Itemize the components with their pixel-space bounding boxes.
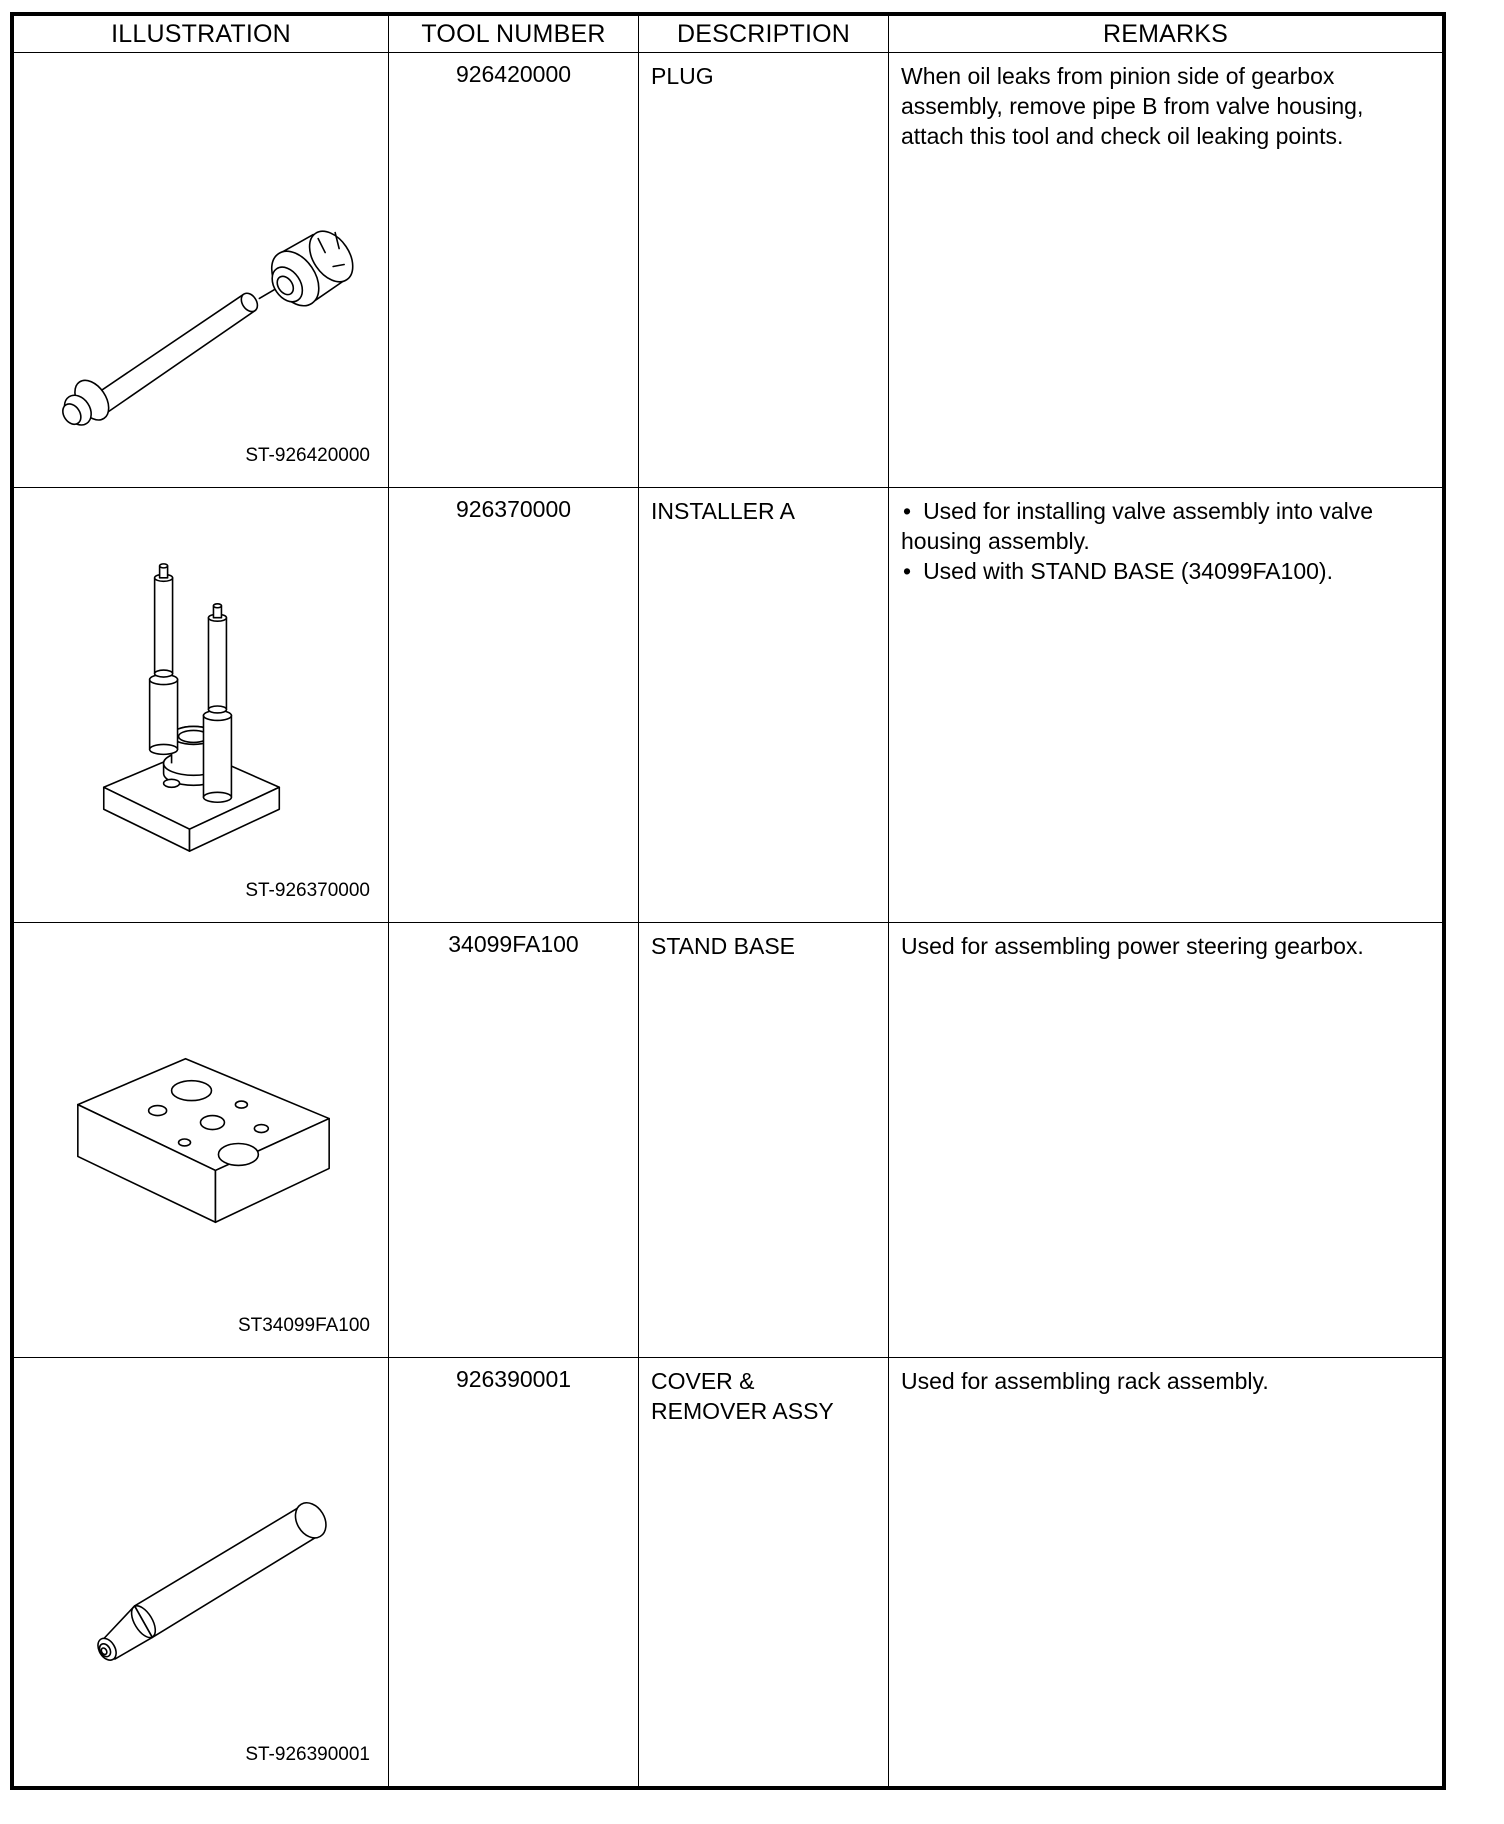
cover-remover-illustration <box>14 1358 388 1786</box>
remarks-cell <box>889 53 1443 488</box>
installer-tool-illustration <box>14 488 388 922</box>
description-cell: PLUG <box>639 53 889 488</box>
illustration-cell <box>14 1358 389 1787</box>
header-tool-number: TOOL NUMBER <box>389 16 639 53</box>
remarks-cell <box>889 488 1443 923</box>
illustration-caption: ST-926370000 <box>245 880 370 901</box>
table-row <box>14 488 1443 923</box>
table-row <box>14 1358 1443 1787</box>
illustration-cell <box>14 923 389 1358</box>
tool-number-cell: 926370000 <box>389 488 639 923</box>
remarks-bullet: • Used with STAND BASE (34099FA100). <box>901 556 1428 586</box>
remarks-text: Used for assembling power steering gearbox. <box>901 933 1364 959</box>
illustration-cell <box>14 488 389 923</box>
description-cell <box>639 1358 889 1787</box>
description-cell: INSTALLER A <box>639 488 889 923</box>
remarks-cell <box>889 923 1443 1358</box>
illustration-cell <box>14 53 389 488</box>
remarks-cell <box>889 1358 1443 1787</box>
tool-number-cell: 34099FA100 <box>389 923 639 1358</box>
illustration-caption: ST-926420000 <box>245 445 370 466</box>
stand-base-illustration <box>14 923 388 1357</box>
header-remarks: REMARKS <box>889 16 1443 53</box>
description-cell: STAND BASE <box>639 923 889 1358</box>
remarks-text: Used for assembling rack assembly. <box>901 1368 1269 1394</box>
tool-number-cell: 926420000 <box>389 53 639 488</box>
remarks-bullet: • Used for installing valve assembly into valve housing assembly. <box>901 496 1428 556</box>
table-row <box>14 53 1443 488</box>
special-tools-table-frame <box>10 12 1446 1790</box>
description-line: COVER & <box>651 1368 755 1394</box>
header-description: DESCRIPTION <box>639 16 889 53</box>
remarks-bullet-list <box>901 496 1428 586</box>
description-line: REMOVER ASSY <box>651 1398 834 1424</box>
remarks-text: When oil leaks from pinion side of gearbox assembly, remove pipe B from valve housing, attach this tool and check oil leaking points. <box>901 63 1364 149</box>
special-tools-table <box>13 15 1443 1787</box>
header-illustration: ILLUSTRATION <box>14 16 389 53</box>
tool-number-cell: 926390001 <box>389 1358 639 1787</box>
plug-tool-illustration <box>14 53 388 487</box>
illustration-caption: ST-926390001 <box>245 1744 370 1765</box>
illustration-caption: ST34099FA100 <box>237 1315 370 1336</box>
table-header-row <box>14 16 1443 53</box>
table-row <box>14 923 1443 1358</box>
